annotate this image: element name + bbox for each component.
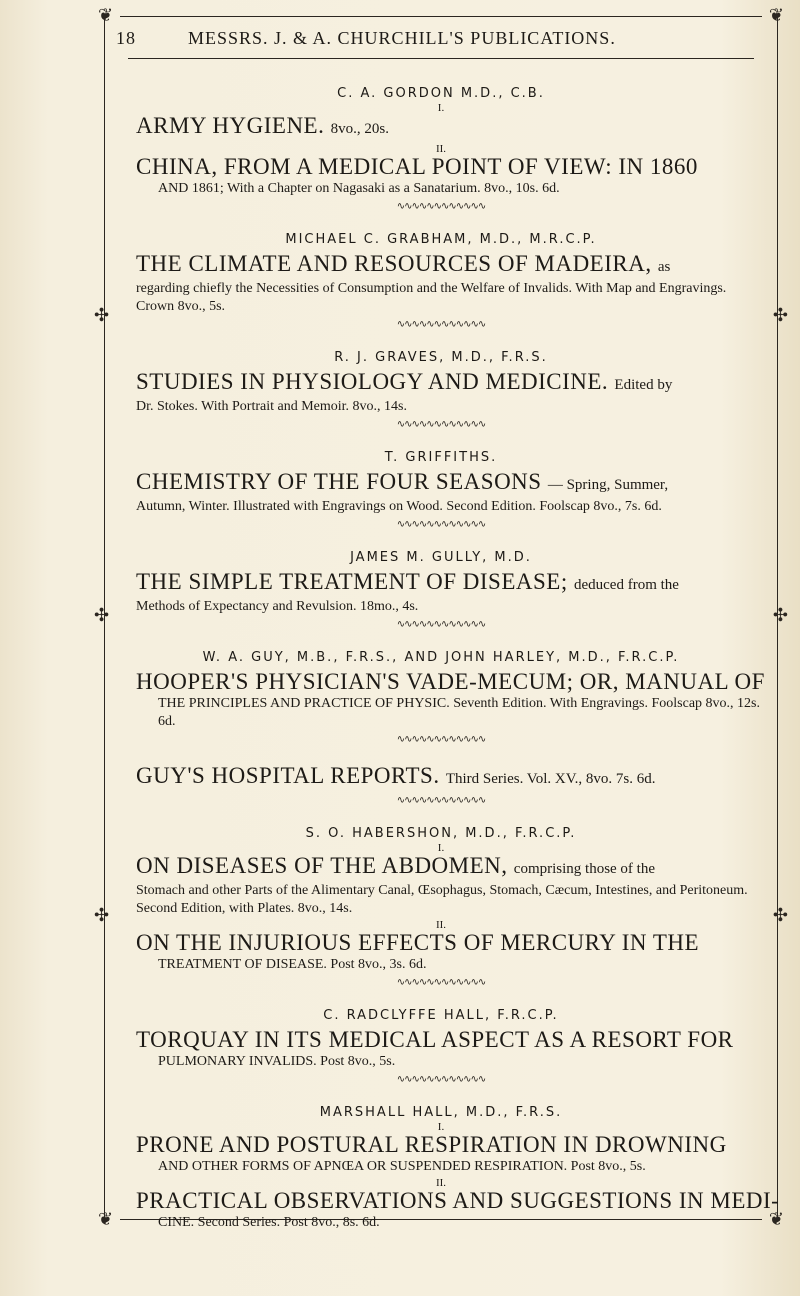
catalogue-entry: [98, 450, 784, 530]
author-name: R. J. GRAVES, M.D., F.R.S.: [334, 350, 548, 365]
border-ornament-icon: ✣: [94, 905, 110, 925]
wavy-divider: ∿∿∿∿∿∿∿∿∿∿∿∿: [396, 619, 486, 630]
work-description: Stomach and other Parts of the Alimentary Canal, Œsophagus, Stomach, Cæcum, Intestines, and Peritoneum. Second Edition, with Plates. 8vo., 14s.: [136, 883, 748, 916]
work-description: THE PRINCIPLES AND PRACTICE OF PHYSIC. Seventh Edition. With Engravings. Foolscap 8vo., 12s. 6d.: [158, 696, 760, 729]
work-description: PULMONARY INVALIDS. Post 8vo., 5s.: [158, 1054, 396, 1069]
work-title-line: [98, 154, 784, 180]
work-numeral: I.: [437, 1121, 445, 1133]
corner-ornament-icon: ❦: [98, 1209, 114, 1229]
catalogue-entry: [98, 650, 784, 745]
work-numeral: I.: [437, 102, 445, 114]
work-title-continuation: Edited by: [614, 377, 673, 393]
header-rule: [128, 58, 754, 59]
work-title-line: [98, 1132, 784, 1158]
work-title: TORQUAY IN ITS MEDICAL ASPECT AS A RESORT FOR: [136, 1027, 734, 1052]
work-description: AND 1861; With a Chapter on Nagasaki as a Sanatarium. 8vo., 10s. 6d.: [158, 181, 560, 196]
work-title: ARMY HYGIENE.: [136, 113, 325, 138]
catalogue-entries: [98, 66, 784, 1232]
catalogue-entry: [98, 232, 784, 330]
wavy-divider: ∿∿∿∿∿∿∿∿∿∿∿∿: [396, 795, 486, 806]
wavy-divider: ∿∿∿∿∿∿∿∿∿∿∿∿: [396, 319, 486, 330]
top-rule: [120, 16, 762, 17]
work-title-line: [98, 853, 784, 882]
work-title: ON THE INJURIOUS EFFECTS OF MERCURY IN THE: [136, 930, 700, 955]
work-numeral: II.: [435, 143, 447, 155]
work-title-continuation: deduced from the: [573, 577, 679, 593]
work-title-continuation: as: [657, 259, 671, 275]
wavy-divider: ∿∿∿∿∿∿∿∿∿∿∿∿: [396, 734, 486, 745]
wavy-divider: ∿∿∿∿∿∿∿∿∿∿∿∿: [396, 1074, 486, 1085]
author-name: W. A. GUY, M.B., F.R.S., AND JOHN HARLEY, M.D., F.R.C.P.: [202, 650, 680, 665]
catalogue-entry: [98, 86, 784, 212]
page-number: 18: [116, 28, 136, 48]
work-numeral: II.: [435, 919, 447, 931]
border-ornament-icon: ✣: [94, 605, 110, 625]
work-description: regarding chiefly the Necessities of Consumption and the Welfare of Invalids. With Map and Engravings. Crown 8vo., 5s.: [136, 281, 727, 314]
work-title-line: [98, 113, 784, 142]
catalogue-entry: [98, 1105, 784, 1232]
wavy-divider: ∿∿∿∿∿∿∿∿∿∿∿∿: [396, 419, 486, 430]
corner-ornament-icon: ❦: [768, 5, 784, 25]
work-title-continuation: 8vo., 20s.: [330, 121, 389, 137]
work-description: AND OTHER FORMS OF APNŒA OR SUSPENDED RESPIRATION. Post 8vo., 5s.: [158, 1159, 646, 1174]
work-title-line: [98, 1027, 784, 1053]
work-description: CINE. Second Series. Post 8vo., 8s. 6d.: [158, 1215, 380, 1230]
author-name: MARSHALL HALL, M.D., F.R.S.: [319, 1105, 563, 1120]
wavy-divider: ∿∿∿∿∿∿∿∿∿∿∿∿: [396, 201, 486, 212]
work-description: TREATMENT OF DISEASE. Post 8vo., 3s. 6d.: [158, 957, 427, 972]
work-title-line: [98, 251, 784, 280]
author-name: T. GRIFFITHS.: [384, 450, 498, 465]
work-title-line: [98, 930, 784, 956]
author-name: C. RADCLYFFE HALL, F.R.C.P.: [323, 1008, 559, 1023]
wavy-divider: ∿∿∿∿∿∿∿∿∿∿∿∿: [396, 519, 486, 530]
work-description: Dr. Stokes. With Portrait and Memoir. 8vo., 14s.: [136, 399, 408, 414]
running-title: MESSRS. J. & A. CHURCHILL'S PUBLICATIONS.: [188, 28, 616, 48]
border-ornament-icon: ✣: [772, 305, 788, 325]
work-title: ON DISEASES OF THE ABDOMEN,: [136, 853, 508, 878]
catalogue-entry: [98, 550, 784, 630]
catalogue-entry: [98, 745, 784, 806]
work-title-line: [98, 369, 784, 398]
work-title: THE CLIMATE AND RESOURCES OF MADEIRA,: [136, 251, 652, 276]
work-title: PRONE AND POSTURAL RESPIRATION IN DROWNING: [136, 1132, 727, 1157]
work-title: CHEMISTRY OF THE FOUR SEASONS: [136, 469, 542, 494]
catalogue-entry: [98, 826, 784, 988]
border-ornament-icon: ✣: [772, 605, 788, 625]
work-title: GUY'S HOSPITAL REPORTS.: [136, 763, 440, 788]
work-title: PRACTICAL OBSERVATIONS AND SUGGESTIONS IN MEDI-: [136, 1188, 780, 1213]
corner-ornament-icon: ❦: [768, 1209, 784, 1229]
work-description: Autumn, Winter. Illustrated with Engravings on Wood. Second Edition. Foolscap 8vo., 7s. 6d.: [136, 499, 662, 514]
work-numeral: I.: [437, 842, 445, 854]
border-ornament-icon: ✣: [94, 305, 110, 325]
work-title-line: [98, 1188, 784, 1214]
work-title-line: [98, 469, 784, 498]
border-ornament-icon: ✣: [772, 905, 788, 925]
work-title-line: [98, 763, 784, 792]
work-title-line: [98, 669, 784, 695]
work-title: STUDIES IN PHYSIOLOGY AND MEDICINE.: [136, 369, 609, 394]
corner-ornament-icon: ❦: [98, 5, 114, 25]
work-title-continuation: — Spring, Summer,: [547, 477, 669, 493]
author-name: MICHAEL C. GRABHAM, M.D., M.R.C.P.: [285, 232, 597, 247]
work-title: HOOPER'S PHYSICIAN'S VADE-MECUM; OR, MANUAL OF: [136, 669, 765, 694]
work-title-continuation: comprising those of the: [513, 861, 656, 877]
author-name: JAMES M. GULLY, M.D.: [350, 550, 532, 565]
work-numeral: II.: [435, 1177, 447, 1189]
catalogue-entry: [98, 1008, 784, 1085]
work-title-line: [98, 569, 784, 598]
catalogue-entry: [98, 350, 784, 430]
author-name: C. A. GORDON M.D., C.B.: [337, 86, 545, 101]
author-name: S. O. HABERSHON, M.D., F.R.C.P.: [305, 826, 577, 841]
work-title: THE SIMPLE TREATMENT OF DISEASE;: [136, 569, 568, 594]
work-title: CHINA, FROM A MEDICAL POINT OF VIEW: IN 1860: [136, 154, 698, 179]
work-description: Methods of Expectancy and Revulsion. 18mo., 4s.: [136, 599, 419, 614]
work-title-continuation: Third Series. Vol. XV., 8vo. 7s. 6d.: [445, 771, 656, 787]
page-frame: [94, 5, 788, 1230]
wavy-divider: ∿∿∿∿∿∿∿∿∿∿∿∿: [396, 977, 486, 988]
